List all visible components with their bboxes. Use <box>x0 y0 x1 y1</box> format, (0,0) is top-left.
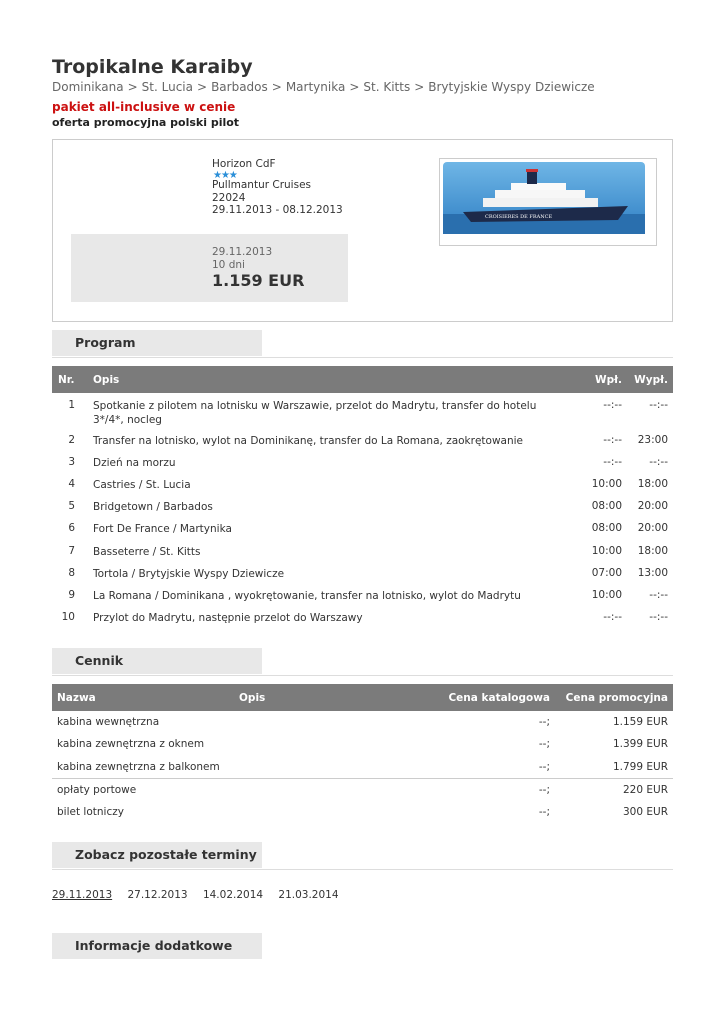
other-dates-title: Zobacz pozostałe terminy <box>75 847 257 862</box>
table-row: opłaty portowe --; 220 EUR <box>52 778 673 801</box>
pricelist-table-header <box>52 684 673 711</box>
term-value: 29.11.2013 - 08.12.2013 <box>212 204 343 216</box>
program-title: Program <box>75 335 136 350</box>
pricelist-section-header <box>52 648 673 676</box>
breadcrumb-item: Barbados <box>211 80 268 94</box>
date-link[interactable]: 27.12.2013 <box>127 889 188 901</box>
table-row: bilet lotniczy --; 300 EUR <box>57 806 668 818</box>
extra-info-tab <box>52 933 262 959</box>
stay-length-value: 10 dni <box>212 259 245 271</box>
offer-info-box <box>52 139 673 322</box>
promo-subline: oferta promocyjna polski pilot <box>52 116 240 129</box>
operator-name: Pullmantur Cruises <box>212 179 312 191</box>
breadcrumb-item: St. Kitts <box>363 80 411 94</box>
itinerary-breadcrumb: Dominikana > St. Lucia > Barbados > Martynika > St. Kitts > Brytyjskie Wyspy Dziewicze <box>52 80 595 94</box>
rating-stars-icon: ★★★ <box>213 170 237 181</box>
col-in: Wpł. <box>595 374 622 386</box>
table-row: kabina zewnętrzna z oknem --; 1.399 EUR <box>57 738 668 750</box>
price-from-value: 1.159 EUR <box>212 271 305 290</box>
offer-number: 22024 <box>212 192 246 204</box>
table-row: kabina zewnętrzna z balkonem --; 1.799 EUR <box>57 761 668 773</box>
col-catalog-price: Cena katalogowa <box>448 692 550 704</box>
col-out: Wypł. <box>634 374 668 386</box>
col-name: Nazwa <box>57 692 96 704</box>
breadcrumb-item: Dominikana <box>52 80 124 94</box>
other-dates-list <box>52 889 351 901</box>
price-box <box>71 234 348 302</box>
col-desc: Opis <box>239 692 266 704</box>
program-tab <box>52 330 262 356</box>
other-dates-tab <box>52 842 262 868</box>
pricelist-title: Cennik <box>75 653 124 668</box>
date-link[interactable]: 14.02.2014 <box>202 889 264 901</box>
breadcrumb-item: St. Lucia <box>141 80 193 94</box>
date-link[interactable]: 21.03.2014 <box>278 889 339 901</box>
promo-headline: pakiet all-inclusive w cenie <box>52 100 236 114</box>
extra-info-section-header <box>52 933 673 960</box>
program-section-header <box>52 330 673 358</box>
program-table-header <box>52 366 673 393</box>
cruise-ship-image <box>443 162 645 234</box>
table-row: kabina wewnętrzna --; 1.159 EUR <box>57 716 668 728</box>
breadcrumb-item: Brytyjskie Wyspy Dziewicze <box>428 80 595 94</box>
ship-name: Horizon CdF <box>212 158 276 170</box>
pricelist-tab <box>52 648 262 674</box>
ship-photo[interactable] <box>439 158 657 246</box>
col-desc: Opis <box>93 374 120 386</box>
breadcrumb-item: Martynika <box>285 80 346 94</box>
ship-image-caption: CROISIERES DE FRANCE <box>485 214 553 220</box>
col-nr: Nr. <box>58 374 75 386</box>
other-dates-section-header <box>52 842 673 870</box>
page-title: Tropikalne Karaiby <box>52 56 253 78</box>
date-link-current[interactable]: 29.11.2013 <box>52 889 113 901</box>
extra-info-title: Informacje dodatkowe <box>75 938 233 953</box>
col-promo-price: Cena promocyjna <box>565 692 668 704</box>
price-term-value: 29.11.2013 <box>212 246 273 258</box>
